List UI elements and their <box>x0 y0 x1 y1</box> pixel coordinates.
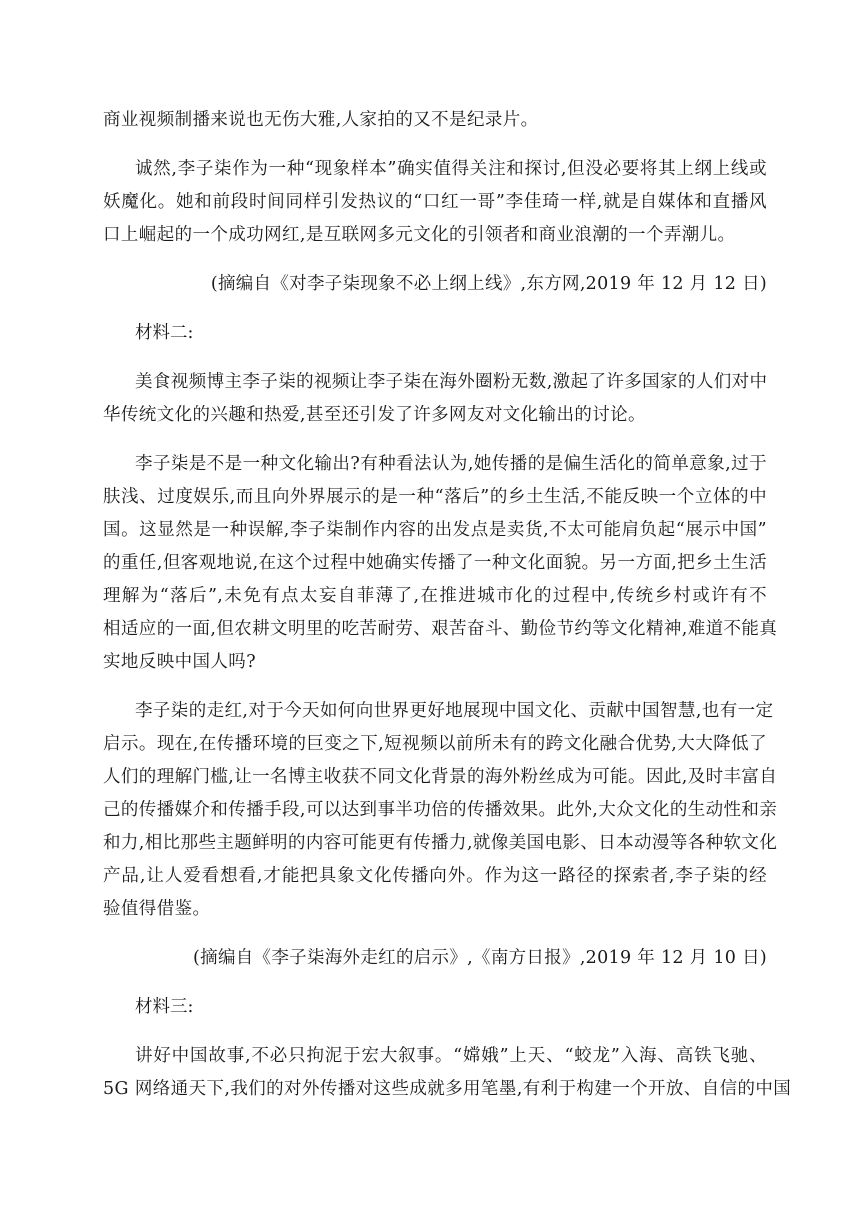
paragraph-3-line-3: 国。这显然是一种误解,李子柒制作内容的出发点是卖货,不太可能肩负起“展示中国” <box>103 520 767 540</box>
source-citation-1: (摘编自《对李子柒现象不必上纲上线》,东方网,2019 年 12 月 12 日) <box>210 274 767 294</box>
source-citation-2: (摘编自《李子柒海外走红的启示》,《南方日报》,2019 年 12 月 10 日) <box>193 948 767 968</box>
paragraph-4-line-4: 己的传播媒介和传播手段,可以达到事半功倍的传播效果。此外,大众文化的生动性和亲 <box>103 800 778 820</box>
paragraph-5-line-1: 讲好中国故事,不必只拘泥于宏大叙事。“嫦娥”上天、“蛟龙”入海、高铁飞驰、 <box>135 1046 767 1066</box>
section-heading-material-3: 材料三: <box>135 997 194 1017</box>
section-heading-material-2: 材料二: <box>135 323 194 343</box>
paragraph-2-line-1: 美食视频博主李子柒的视频让李子柒在海外圈粉无数,激起了许多国家的人们对中 <box>135 372 768 392</box>
paragraph-2-line-2: 华传统文化的兴趣和热爱,甚至还引发了许多网友对文化输出的讨论。 <box>103 405 646 425</box>
paragraph-4-line-1: 李子柒的走红,对于今天如何向世界更好地展现中国文化、贡献中国智慧,也有一定 <box>135 701 774 721</box>
paragraph-4-line-6: 产品,让人爱看想看,才能把具象文化传播向外。作为这一路径的探索者,李子柒的经 <box>103 866 767 886</box>
paragraph-4-line-2: 启示。现在,在传播环境的巨变之下,短视频以前所未有的跨文化融合优势,大大降低了 <box>103 734 767 754</box>
paragraph-1-line-3: 口上崛起的一个成功网红,是互联网多元文化的引领者和商业浪潮的一个弄潮儿。 <box>103 225 736 245</box>
paragraph-1-line-2: 妖魔化。她和前段时间同样引发热议的“口红一哥”李佳琦一样,就是自媒体和直播风 <box>103 192 767 212</box>
paragraph-3-line-1: 李子柒是不是一种文化输出?有种看法认为,她传播的是偏生活化的简单意象,过于 <box>135 454 767 474</box>
paragraph-3-line-5: 理解为“落后”,未免有点太妄自菲薄了,在推进城市化的过程中,传统乡村或许有不 <box>103 586 767 606</box>
paragraph-3-line-2: 肤浅、过度娱乐,而且向外界展示的是一种“落后”的乡土生活,不能反映一个立体的中 <box>103 487 767 507</box>
paragraph-1-line-1: 诚然,李子柒作为一种“现象样本”确实值得关注和探讨,但没必要将其上纲上线或 <box>135 159 767 179</box>
paragraph-3-line-4: 的重任,但客观地说,在这个过程中她确实传播了一种文化面貌。另一方面,把乡土生活 <box>103 553 767 573</box>
paragraph-4-line-7: 验值得借鉴。 <box>103 899 211 919</box>
paragraph-5-line-2: 5G 网络通天下,我们的对外传播对这些成就多用笔墨,有利于构建一个开放、自信的中国 <box>103 1079 792 1099</box>
paragraph-3-line-6: 相适应的一面,但农耕文明里的吃苦耐劳、艰苦奋斗、勤俭节约等文化精神,难道不能真 <box>103 619 778 639</box>
paragraph-4-line-3: 人们的理解门槛,让一名博主收获不同文化背景的海外粉丝成为可能。因此,及时丰富自 <box>103 767 778 787</box>
paragraph-0-line-1: 商业视频制播来说也无伤大雅,人家拍的又不是纪录片。 <box>103 110 539 130</box>
paragraph-3-line-7: 实地反映中国人吗? <box>103 652 256 672</box>
paragraph-4-line-5: 和力,相比那些主题鲜明的内容可能更有传播力,就像美国电影、日本动漫等各种软文化 <box>103 833 778 853</box>
